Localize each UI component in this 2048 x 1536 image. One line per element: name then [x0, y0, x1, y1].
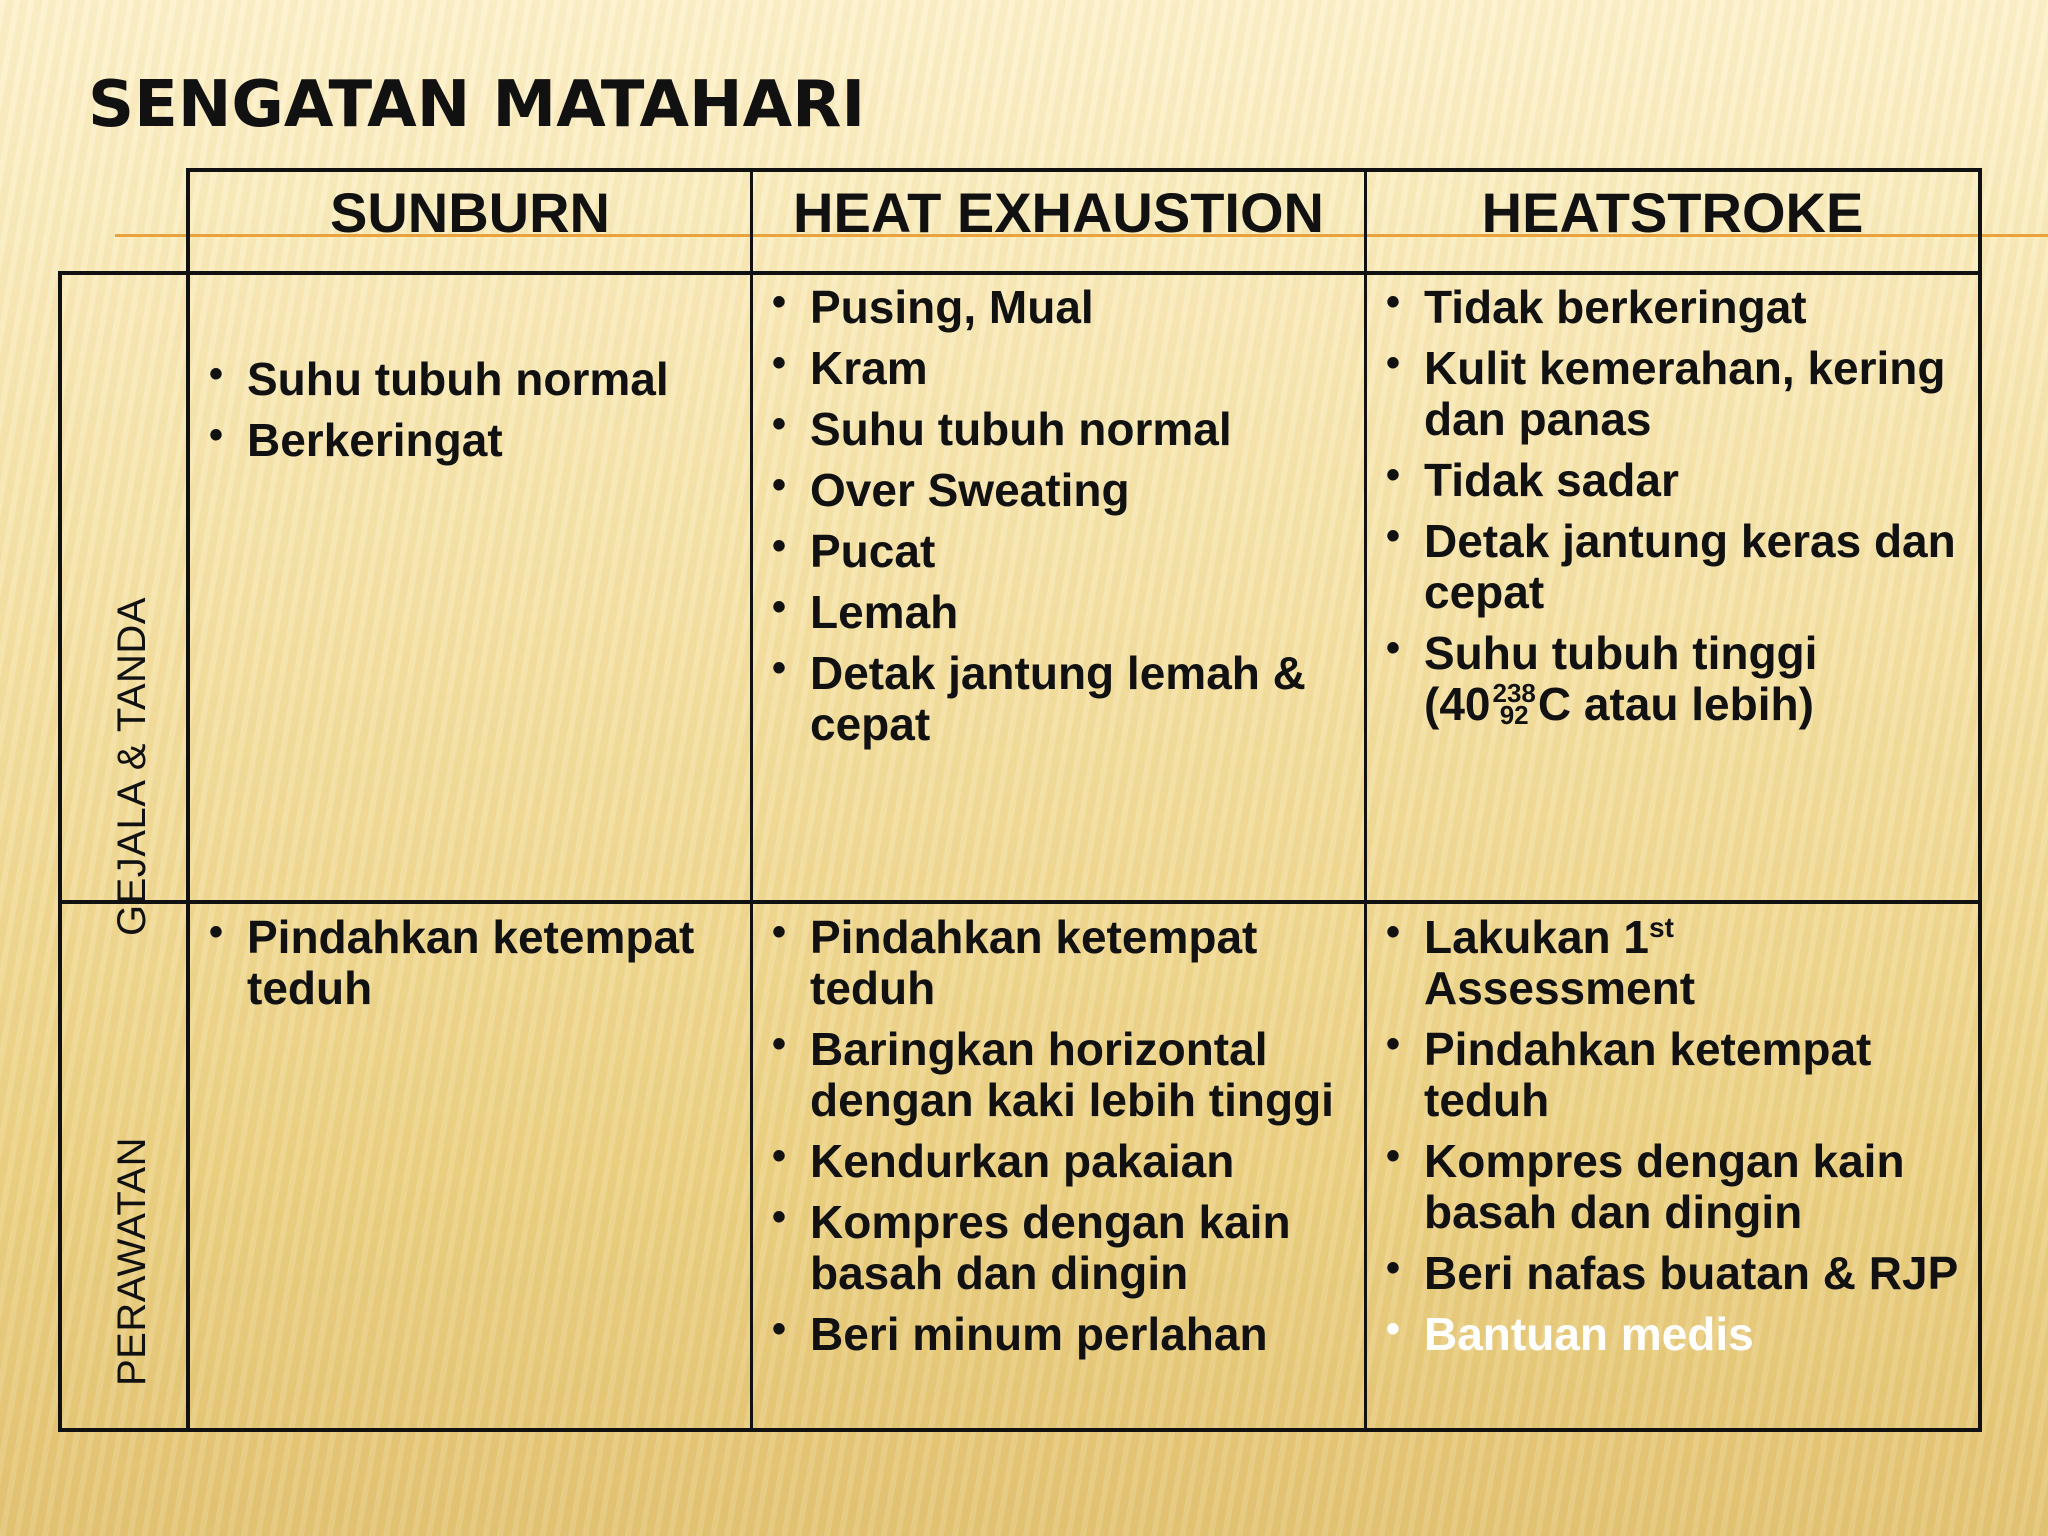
list-item: • Beri minum perlahan — [772, 1307, 1268, 1360]
table-border — [1978, 168, 1982, 1432]
cell-gejala-heat-exhaustion — [768, 282, 1362, 760]
row-label-gejala-tanda: GEJALA & TANDA — [110, 597, 154, 936]
column-header-sunburn: SUNBURN — [330, 180, 610, 244]
list-item: • Berkeringat — [209, 413, 503, 466]
column-header-heatstroke: HEATSTROKE — [1481, 180, 1864, 244]
slide-title: SENGATAN MATAHARI — [88, 68, 866, 142]
list-item: • Baringkan horizontal dengan kaki lebih tinggi — [772, 1022, 1334, 1126]
list-item: • Suhu tubuh normal — [772, 402, 1232, 455]
list-item: • Kompres dengan kain basah dan dingin — [772, 1195, 1291, 1299]
cell-perawatan-heat-exhaustion — [768, 912, 1362, 1370]
list-item-highlight: • Bantuan medis — [1386, 1307, 1754, 1360]
list-item: • Kram — [772, 341, 928, 394]
table-border — [186, 168, 190, 1432]
list-item: • Kompres dengan kain basah dan dingin — [1386, 1134, 1905, 1238]
cell-perawatan-heatstroke — [1382, 912, 1977, 1370]
list-item: • Beri nafas buatan & RJP — [1386, 1246, 1959, 1299]
table-border — [1364, 168, 1367, 1432]
list-item: • Pindahkan ketempat teduh — [209, 910, 695, 1014]
row-label-perawatan: PERAWATAN — [110, 1137, 154, 1386]
list-item: • Tidak sadar — [1386, 453, 1679, 506]
list-item: • Suhu tubuh tinggi (40 238 92 C atau lebih) — [1386, 626, 1818, 730]
table-border — [58, 271, 1982, 275]
list-item: • Over Sweating — [772, 463, 1130, 516]
list-item: • Pusing, Mual — [772, 280, 1094, 333]
list-item: • Detak jantung keras dan cepat — [1386, 514, 1956, 618]
list-item: • Lemah — [772, 585, 959, 638]
cell-gejala-heatstroke — [1382, 282, 1977, 740]
list-item: • Tidak berkeringat — [1386, 280, 1807, 333]
cell-gejala-sunburn — [205, 354, 745, 476]
list-item: • Detak jantung lemah & cepat — [772, 646, 1306, 750]
list-item: • Pindahkan ketempat teduh — [1386, 1022, 1872, 1126]
table-border — [58, 1428, 1982, 1432]
column-header-heat-exhaustion: HEAT EXHAUSTION — [793, 180, 1324, 244]
list-item: • Suhu tubuh normal — [209, 352, 669, 405]
table-border — [58, 900, 1982, 904]
table-border — [58, 271, 62, 1432]
list-item: • Kendurkan pakaian — [772, 1134, 1235, 1187]
list-item: • Pindahkan ketempat teduh — [772, 910, 1258, 1014]
list-item: • Pucat — [772, 524, 936, 577]
temperature-value: (40 238 92 C atau lebih) — [1424, 678, 1814, 730]
table-border — [750, 168, 753, 1432]
list-item: • Kulit kemerahan, kering dan panas — [1386, 341, 1946, 445]
cell-perawatan-sunburn — [205, 912, 745, 1024]
list-item: • Lakukan 1st Assessment — [1386, 910, 1696, 1014]
